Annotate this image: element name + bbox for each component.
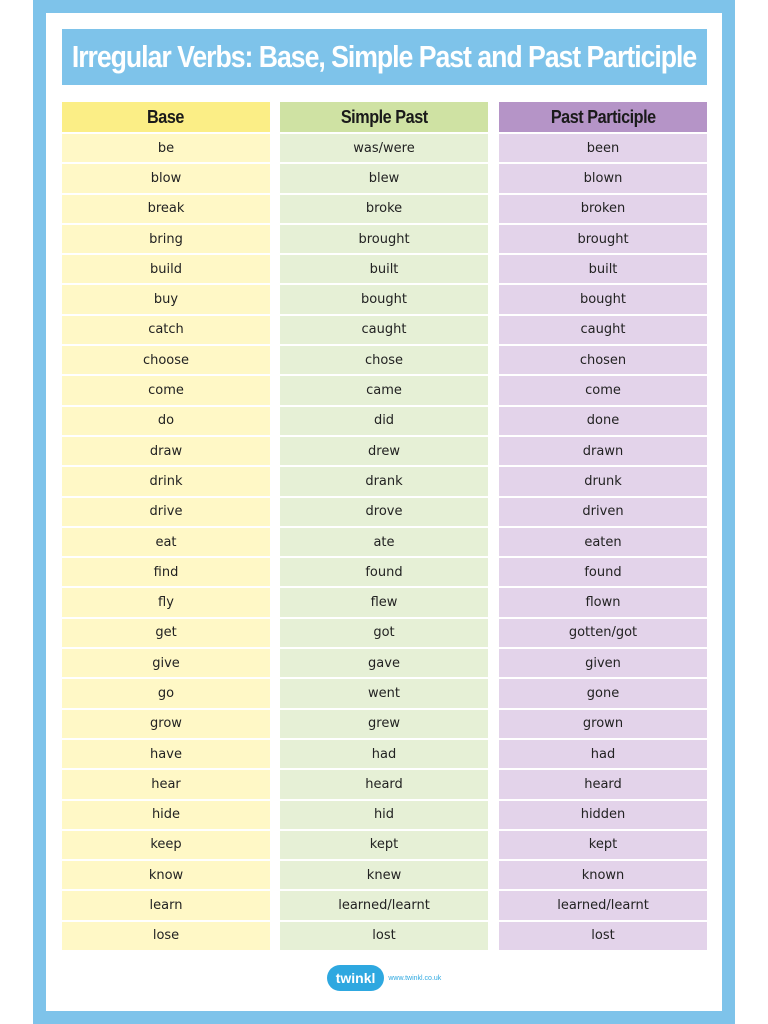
simple-past-cell: drove bbox=[280, 498, 488, 526]
base-cell: be bbox=[62, 134, 270, 162]
simple-past-cell: got bbox=[280, 619, 488, 647]
past-participle-cell: learned/learnt bbox=[499, 891, 707, 919]
base-cell: find bbox=[62, 558, 270, 586]
past-participle-cell: kept bbox=[499, 831, 707, 859]
simple-past-cell: was/were bbox=[280, 134, 488, 162]
base-cell: do bbox=[62, 407, 270, 435]
simple-past-cell: hid bbox=[280, 801, 488, 829]
base-cell: hide bbox=[62, 801, 270, 829]
simple-past-cell: caught bbox=[280, 316, 488, 344]
base-cell: drink bbox=[62, 467, 270, 495]
simple-past-cell: built bbox=[280, 255, 488, 283]
past-participle-cell: bought bbox=[499, 285, 707, 313]
past-participle-cell: had bbox=[499, 740, 707, 768]
simple-past-cell: broke bbox=[280, 195, 488, 223]
simple-past-cell: lost bbox=[280, 922, 488, 950]
base-cell: eat bbox=[62, 528, 270, 556]
logo-text: twinkl bbox=[335, 970, 376, 986]
simple-past-cell: brought bbox=[280, 225, 488, 253]
base-cell: keep bbox=[62, 831, 270, 859]
base-cell: lose bbox=[62, 922, 270, 950]
poster-frame bbox=[33, 0, 735, 1024]
base-cell: come bbox=[62, 376, 270, 404]
past-participle-cell: grown bbox=[499, 710, 707, 738]
base-cell: buy bbox=[62, 285, 270, 313]
base-cell: catch bbox=[62, 316, 270, 344]
base-cell: blow bbox=[62, 164, 270, 192]
base-cell: break bbox=[62, 195, 270, 223]
simple-past-column-header bbox=[280, 102, 488, 132]
base-cell: bring bbox=[62, 225, 270, 253]
simple-past-cell: gave bbox=[280, 649, 488, 677]
simple-past-cell: did bbox=[280, 407, 488, 435]
simple-past-cell: drank bbox=[280, 467, 488, 495]
simple-past-cell: blew bbox=[280, 164, 488, 192]
simple-past-cell-list bbox=[280, 134, 488, 950]
simple-past-header-label: Simple Past bbox=[340, 106, 428, 127]
simple-past-column bbox=[280, 102, 488, 950]
page-title: Irregular Verbs: Base, Simple Past and Past Participle bbox=[72, 39, 697, 74]
base-header-label: Base bbox=[147, 106, 185, 127]
past-participle-cell: built bbox=[499, 255, 707, 283]
base-cell-list bbox=[62, 134, 270, 950]
simple-past-cell: ate bbox=[280, 528, 488, 556]
past-participle-cell: gotten/got bbox=[499, 619, 707, 647]
simple-past-cell: flew bbox=[280, 588, 488, 616]
simple-past-cell: chose bbox=[280, 346, 488, 374]
base-cell: choose bbox=[62, 346, 270, 374]
simple-past-cell: learned/learnt bbox=[280, 891, 488, 919]
past-participle-cell: heard bbox=[499, 770, 707, 798]
simple-past-cell: grew bbox=[280, 710, 488, 738]
base-column bbox=[62, 102, 270, 950]
simple-past-cell: drew bbox=[280, 437, 488, 465]
past-participle-cell: flown bbox=[499, 588, 707, 616]
base-cell: build bbox=[62, 255, 270, 283]
past-participle-cell: known bbox=[499, 861, 707, 889]
base-cell: hear bbox=[62, 770, 270, 798]
simple-past-cell: bought bbox=[280, 285, 488, 313]
simple-past-cell: went bbox=[280, 679, 488, 707]
past-participle-cell: been bbox=[499, 134, 707, 162]
past-participle-header-label: Past Participle bbox=[550, 106, 656, 127]
title-banner bbox=[62, 29, 707, 85]
simple-past-cell: kept bbox=[280, 831, 488, 859]
simple-past-cell: knew bbox=[280, 861, 488, 889]
past-participle-cell: drawn bbox=[499, 437, 707, 465]
simple-past-cell: found bbox=[280, 558, 488, 586]
past-participle-cell: given bbox=[499, 649, 707, 677]
past-participle-cell: eaten bbox=[499, 528, 707, 556]
base-cell: learn bbox=[62, 891, 270, 919]
simple-past-cell: heard bbox=[280, 770, 488, 798]
twinkl-logo bbox=[327, 965, 385, 991]
base-cell: get bbox=[62, 619, 270, 647]
simple-past-cell: had bbox=[280, 740, 488, 768]
base-cell: grow bbox=[62, 710, 270, 738]
past-participle-cell: lost bbox=[499, 922, 707, 950]
base-cell: give bbox=[62, 649, 270, 677]
past-participle-cell: broken bbox=[499, 195, 707, 223]
past-participle-cell: found bbox=[499, 558, 707, 586]
base-cell: fly bbox=[62, 588, 270, 616]
past-participle-cell: done bbox=[499, 407, 707, 435]
past-participle-cell: hidden bbox=[499, 801, 707, 829]
simple-past-cell: came bbox=[280, 376, 488, 404]
base-cell: know bbox=[62, 861, 270, 889]
past-participle-cell: driven bbox=[499, 498, 707, 526]
past-participle-cell: brought bbox=[499, 225, 707, 253]
past-participle-column-header bbox=[499, 102, 707, 132]
past-participle-cell: drunk bbox=[499, 467, 707, 495]
past-participle-cell: come bbox=[499, 376, 707, 404]
footer bbox=[46, 965, 722, 991]
past-participle-cell: gone bbox=[499, 679, 707, 707]
base-cell: have bbox=[62, 740, 270, 768]
base-cell: drive bbox=[62, 498, 270, 526]
past-participle-cell: caught bbox=[499, 316, 707, 344]
past-participle-cell-list bbox=[499, 134, 707, 950]
base-cell: go bbox=[62, 679, 270, 707]
past-participle-cell: blown bbox=[499, 164, 707, 192]
footer-url: www.twinkl.co.uk bbox=[388, 974, 442, 982]
past-participle-cell: chosen bbox=[499, 346, 707, 374]
past-participle-column bbox=[499, 102, 707, 950]
base-column-header bbox=[62, 102, 270, 132]
poster-inner bbox=[46, 13, 722, 1011]
base-cell: draw bbox=[62, 437, 270, 465]
